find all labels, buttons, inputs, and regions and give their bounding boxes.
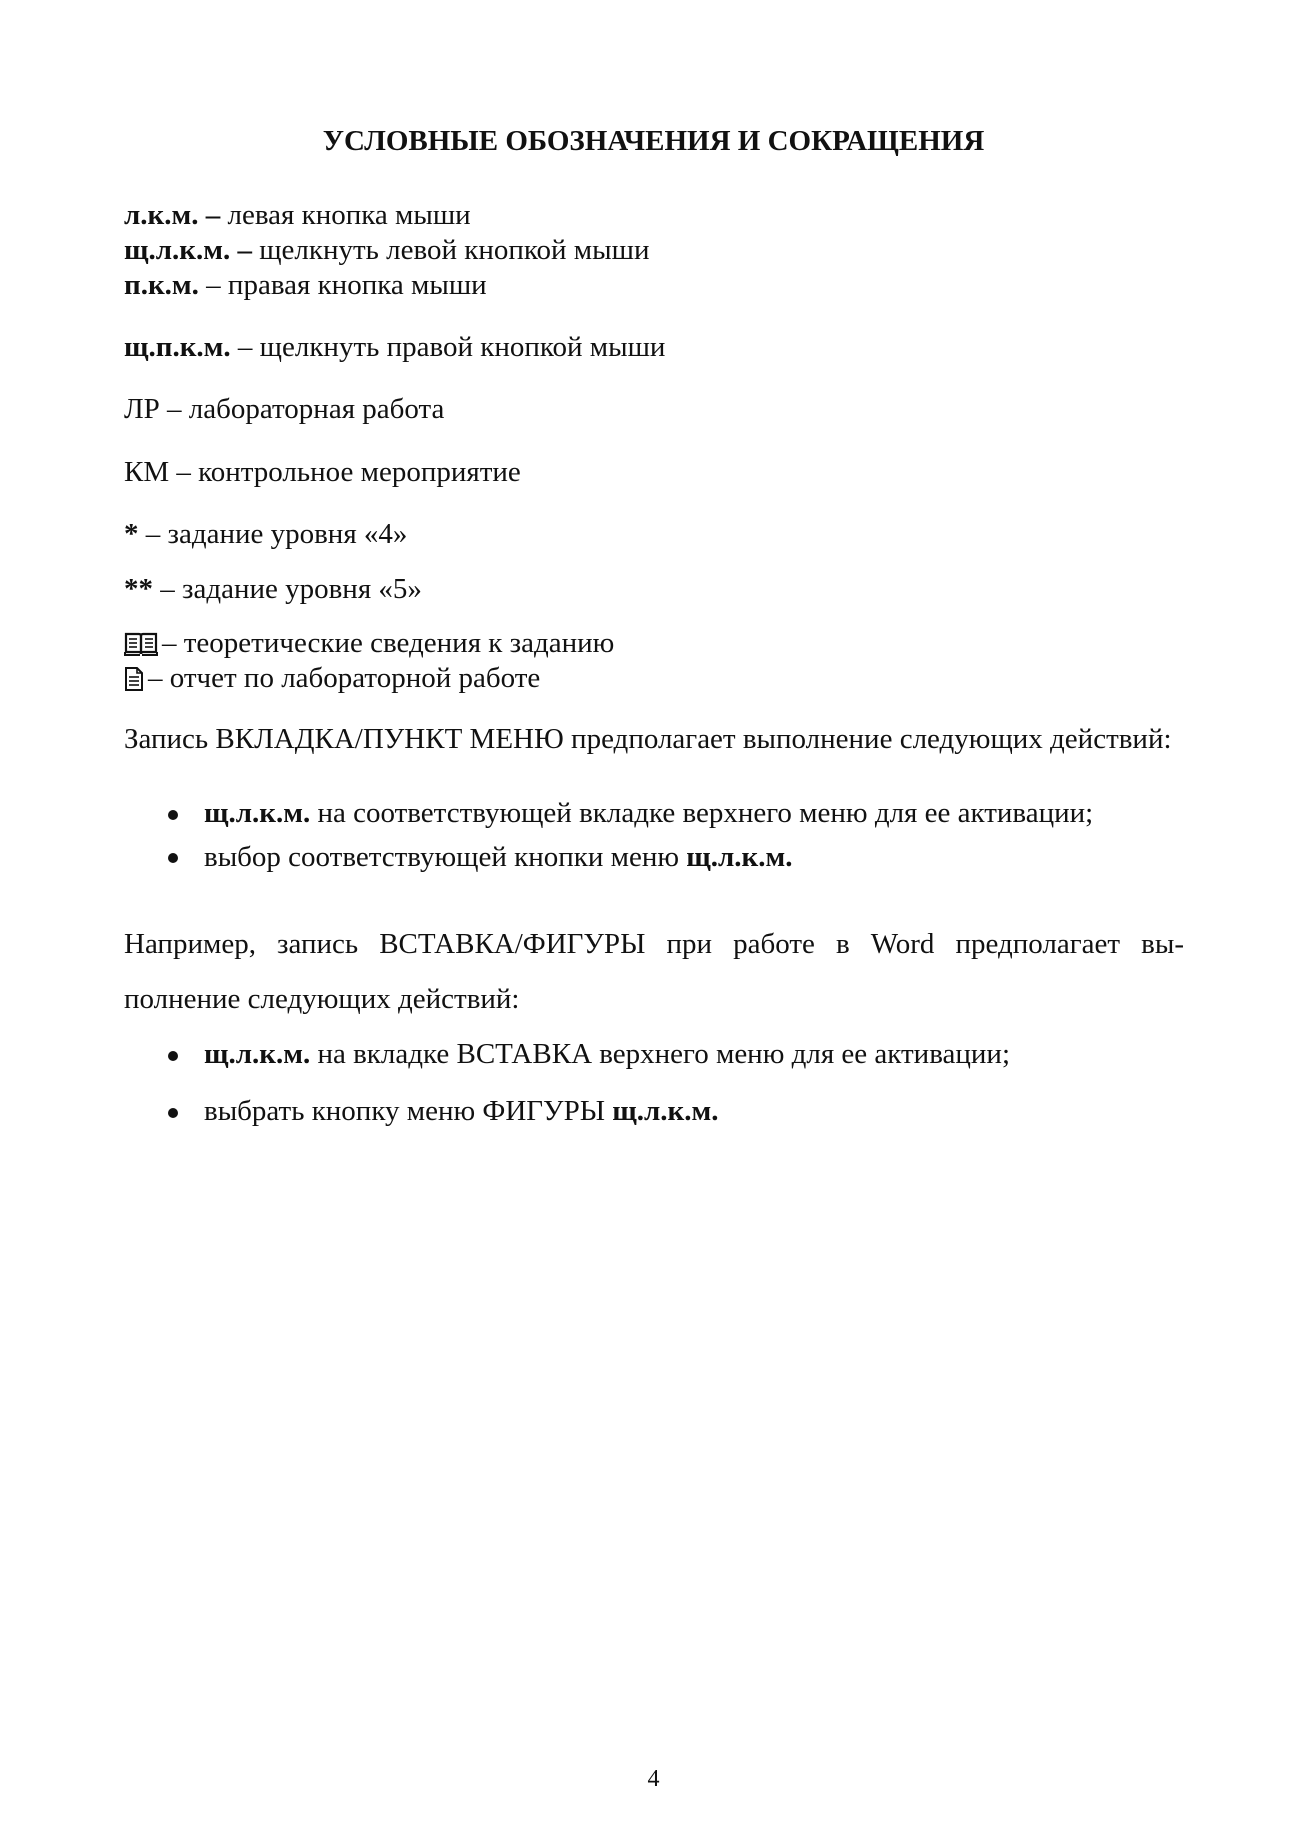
symbol-text: – теоретические сведения к заданию — [162, 627, 615, 659]
abbrev-definition: левая кнопка мыши — [227, 199, 471, 231]
abbrev-dash: – — [138, 518, 168, 550]
list-item — [204, 1094, 718, 1128]
abbrev-definition: щелкнуть левой кнопкой мыши — [259, 234, 650, 266]
bold-term: щ.л.к.м. — [686, 841, 793, 873]
abbrev-term: * — [124, 518, 139, 550]
abbrev-term: п.к.м. — [124, 269, 199, 301]
document-icon — [124, 665, 144, 699]
abbrev-dash: – — [198, 199, 228, 231]
bold-term: щ.л.к.м. — [612, 1095, 719, 1127]
abbrev-term: щ.п.к.м. — [124, 331, 231, 363]
symbol-item — [124, 626, 614, 664]
abbrev-definition: щелкнуть правой кнопкой мыши — [259, 331, 666, 363]
abbrev-dash: – — [169, 456, 199, 488]
list-item — [204, 796, 1093, 830]
abbrev-dash: – — [230, 234, 260, 266]
abbrev-definition: задание уровня «4» — [167, 518, 408, 550]
page-number: 4 — [647, 1766, 660, 1792]
list-item-text: на соответствующей вкладке верхнего меню для ее активации; — [310, 797, 1094, 829]
abbrev-definition: задание уровня «5» — [182, 573, 422, 605]
list-item — [204, 1037, 1010, 1071]
abbrev-dash: – — [230, 331, 260, 363]
abbrev-item — [124, 233, 649, 267]
abbrev-item — [124, 572, 422, 606]
note-paragraph: Запись ВКЛАДКА/ПУНКТ МЕНЮ предполагает выполнение следующих действий: — [124, 723, 1172, 755]
list-item-text: выбрать кнопку меню ФИГУРЫ — [204, 1095, 613, 1127]
list-item-text: выбор соответствующей кнопки меню — [204, 841, 687, 873]
abbrev-definition: контрольное мероприятие — [198, 456, 521, 488]
abbrev-term: щ.л.к.м. — [124, 234, 231, 266]
abbrev-dash: – — [198, 269, 228, 301]
book-icon — [124, 630, 158, 664]
abbrev-item — [124, 392, 444, 426]
abbrev-term: ** — [124, 573, 153, 605]
abbrev-dash: – — [153, 573, 182, 605]
bold-term: щ.л.к.м. — [204, 797, 311, 829]
abbrev-dash: – — [159, 393, 189, 425]
abbrev-item — [124, 268, 487, 302]
page-title: УСЛОВНЫЕ ОБОЗНАЧЕНИЯ И СОКРАЩЕНИЯ — [322, 125, 985, 157]
bullet-dot — [168, 1108, 178, 1118]
note-paragraph-line: полнение следующих действий: — [124, 983, 520, 1015]
abbrev-item — [124, 198, 471, 232]
bullet-dot — [168, 810, 178, 820]
abbrev-item — [124, 455, 521, 489]
abbrev-definition: лабораторная работа — [188, 393, 445, 425]
abbrev-definition: правая кнопка мыши — [227, 269, 487, 301]
abbrev-item — [124, 517, 407, 551]
abbrev-term: ЛР — [124, 393, 160, 425]
symbol-text: – отчет по лабораторной работе — [148, 662, 541, 694]
abbrev-term: КМ — [124, 456, 170, 488]
abbrev-item — [124, 330, 665, 364]
list-item-text: на вкладке ВСТАВКА верхнего меню для ее активации; — [310, 1038, 1010, 1070]
abbrev-term: л.к.м. — [124, 199, 199, 231]
bold-term: щ.л.к.м. — [204, 1038, 311, 1070]
symbol-item — [124, 661, 540, 699]
note-paragraph-line: Например, запись ВСТАВКА/ФИГУРЫ при работе в Word предполагает вы- — [124, 928, 1184, 960]
list-item — [204, 840, 793, 874]
bullet-dot — [168, 853, 178, 863]
bullet-dot — [168, 1051, 178, 1061]
